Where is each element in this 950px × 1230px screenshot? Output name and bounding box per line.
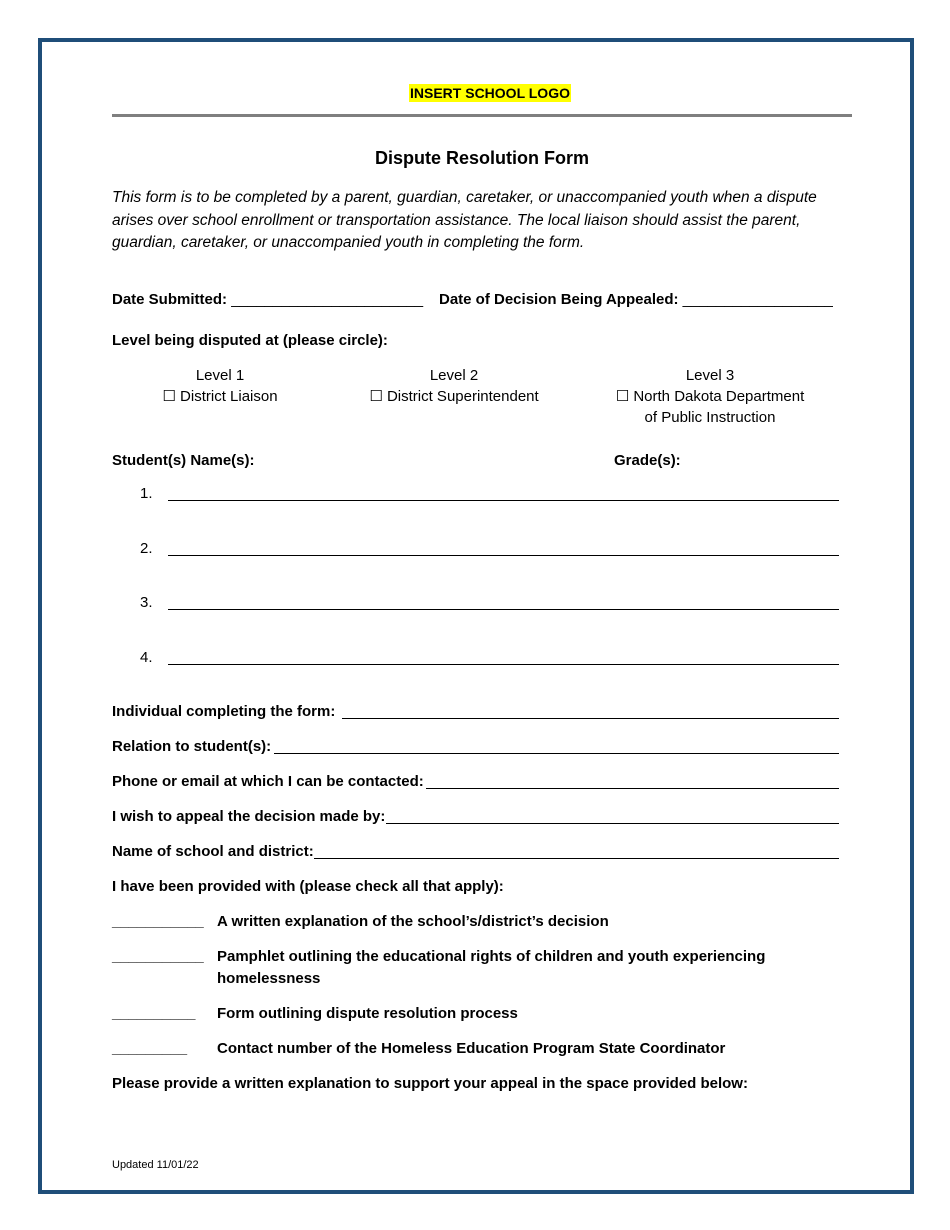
level-2-option[interactable] xyxy=(354,386,554,407)
level-3-option[interactable] xyxy=(600,386,820,407)
level-1-column xyxy=(140,365,300,407)
level-1-heading: Level 1 xyxy=(195,367,245,384)
student-4-name-line[interactable] xyxy=(168,664,839,665)
level-2-heading: Level 2 xyxy=(429,367,479,384)
school-district-label: Name of school and district: xyxy=(112,843,314,860)
level-3-column xyxy=(600,365,820,428)
checklist-blank[interactable]: _________ xyxy=(112,1040,188,1057)
students-label: Student(s) Name(s): xyxy=(112,452,255,469)
student-3-name-line[interactable] xyxy=(168,609,839,610)
individual-label: Individual completing the form: xyxy=(112,703,336,720)
checklist-item-text: Pamphlet outlining the educational rights of children and youth experiencing xyxy=(217,948,766,965)
level-3-option-label: North Dakota Department xyxy=(633,388,805,405)
student-2-name-line[interactable] xyxy=(168,555,839,556)
provided-label: I have been provided with (please check all that apply): xyxy=(112,878,504,895)
checklist-item-text: A written explanation of the school’s/district’s decision xyxy=(217,913,609,930)
student-1-name-line[interactable] xyxy=(168,500,839,501)
form-title: Dispute Resolution Form xyxy=(374,148,589,168)
level-1-option[interactable] xyxy=(140,386,300,407)
level-2-column xyxy=(354,365,554,407)
checklist-item-text-line2: homelessness xyxy=(217,970,321,987)
relation-field[interactable] xyxy=(274,753,839,754)
contact-field[interactable] xyxy=(426,788,839,789)
date-submitted-field[interactable]: _______________________ xyxy=(231,291,424,308)
date-submitted-label: Date Submitted: xyxy=(112,291,228,308)
level-1-option-label: District Liaison xyxy=(180,388,278,405)
student-3-number: 3. xyxy=(140,594,153,611)
date-appealed-label: Date of Decision Being Appealed: xyxy=(439,291,679,308)
checklist-item-text: Contact number of the Homeless Education Program State Coordinator xyxy=(217,1040,726,1057)
level-2-option-label: District Superintendent xyxy=(386,388,539,405)
level-label: Level being disputed at (please circle): xyxy=(112,332,388,349)
header-divider xyxy=(112,114,852,117)
appeal-by-label: I wish to appeal the decision made by: xyxy=(112,808,386,825)
appeal-by-field[interactable] xyxy=(386,823,839,824)
date-submitted-row xyxy=(112,291,423,308)
level-2-checkbox-icon[interactable]: ☐ xyxy=(369,388,383,405)
level-1-checkbox-icon[interactable]: ☐ xyxy=(162,388,176,405)
form-intro: This form is to be completed by a parent, guardian, caretaker, or unaccompanied youth when a dispute arises over school enrollment or transportation assistance. The local liaison should assist the parent, guardian, caretaker, or unaccompanied youth in completing the form. xyxy=(112,189,817,251)
level-3-option-line2: of Public Instruction xyxy=(644,409,776,426)
student-4-number: 4. xyxy=(140,649,153,666)
level-3-heading: Level 3 xyxy=(685,367,735,384)
date-appealed-row xyxy=(439,291,833,308)
contact-label: Phone or email at which I can be contacted: xyxy=(112,773,424,790)
grades-label: Grade(s): xyxy=(614,452,681,469)
individual-field[interactable] xyxy=(342,718,839,719)
school-logo-placeholder: INSERT SCHOOL LOGO xyxy=(410,85,570,101)
student-1-number: 1. xyxy=(140,485,153,502)
checklist-blank[interactable]: __________ xyxy=(112,1005,196,1022)
level-3-checkbox-icon[interactable]: ☐ xyxy=(615,388,630,405)
checklist-blank[interactable]: ___________ xyxy=(112,913,204,930)
relation-label: Relation to student(s): xyxy=(112,738,272,755)
student-2-number: 2. xyxy=(140,540,153,557)
checklist-item-text: Form outlining dispute resolution process xyxy=(217,1005,518,1022)
explanation-prompt: Please provide a written explanation to support your appeal in the space provided below: xyxy=(112,1075,748,1092)
checklist-blank[interactable]: ___________ xyxy=(112,948,204,965)
date-appealed-field[interactable]: __________________ xyxy=(682,291,833,308)
school-district-field[interactable] xyxy=(314,858,839,859)
updated-date: Updated 11/01/22 xyxy=(112,1159,199,1171)
